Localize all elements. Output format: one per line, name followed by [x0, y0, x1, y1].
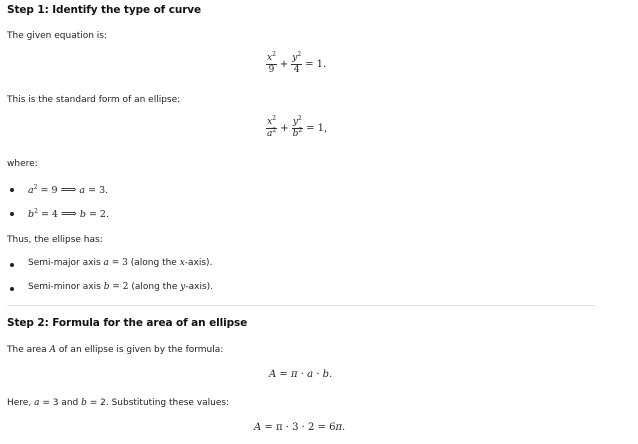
- area-formula: A = π · a · b.: [269, 369, 333, 380]
- step2-heading: Step 2: Formula for the area of an ellipse: [7, 317, 248, 329]
- standard-ellipse-equation: $\frac{x^2}{a^2}$ + $\frac{y^2}{b^2}$ = 1,: [267, 115, 328, 139]
- section-divider: [7, 305, 596, 306]
- where-label: where:: [7, 159, 38, 169]
- standard-form-text: This is the standard form of an ellipse:: [7, 95, 181, 105]
- area-result: A = π · 3 · 2 = 6π.: [254, 422, 346, 433]
- step2-intro: The area A of an ellipse is given by the formula:: [7, 345, 224, 355]
- step1-intro: The given equation is:: [7, 31, 108, 41]
- substitution-text: Here, a = 3 and b = 2. Substituting these values:: [7, 398, 230, 408]
- semi-minor-axis-item: Semi-minor axis b = 2 (along the y-axis).: [28, 282, 214, 292]
- bullet-dot: [10, 212, 14, 216]
- bullet-dot: [10, 188, 14, 192]
- given-equation: $\frac{x^2}{9}$ + $\frac{y^2}{4}$ = 1.: [267, 51, 327, 75]
- bullet-b-squared: $b^2 = 4$ ⟹ b = 2.: [28, 207, 109, 220]
- semi-major-axis-item: Semi-major axis a = 3 (along the x-axis).: [28, 258, 213, 268]
- step1-heading: Step 1: Identify the type of curve: [7, 4, 202, 16]
- bullet-dot: [10, 263, 14, 267]
- bullet-dot: [10, 287, 14, 291]
- thus-text: Thus, the ellipse has:: [7, 235, 103, 245]
- bullet-a-squared: $a^2 = 9$ ⟹ a = 3.: [28, 183, 109, 196]
